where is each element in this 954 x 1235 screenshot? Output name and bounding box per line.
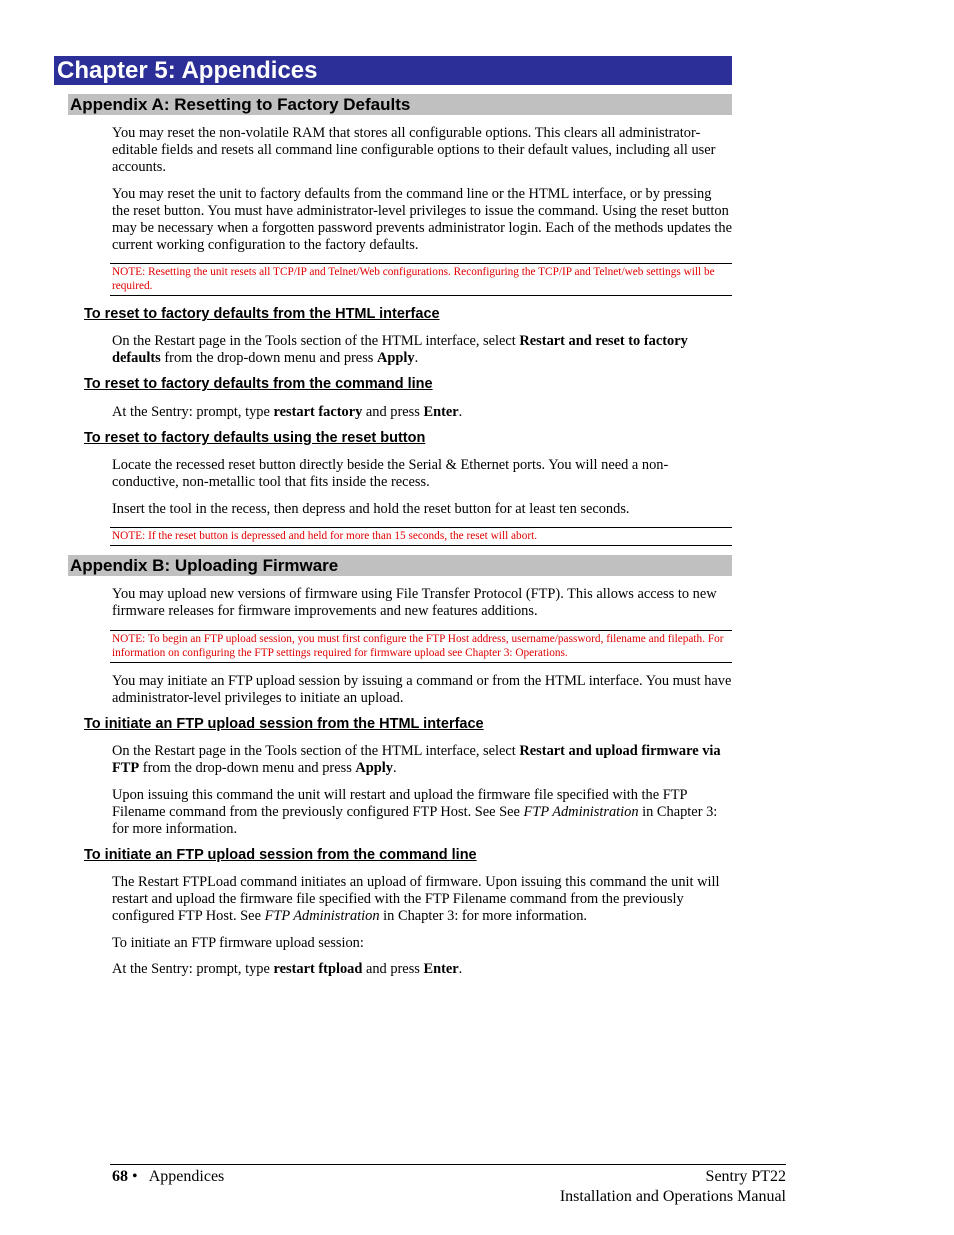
reset-cmd-paragraph: At the Sentry: prompt, type restart factory and press Enter. [112, 404, 463, 420]
ftp-html-paragraph-1: On the Restart page in the Tools section of the HTML interface, select Restart and upload firmware via FTP from the drop-down menu and press Apply. [112, 743, 721, 776]
footer-left [112, 1167, 224, 1187]
ftp-html-heading: To initiate an FTP upload session from the HTML interface [84, 716, 484, 732]
menu-option-restart-upload: Restart and upload firmware via FTP [112, 743, 721, 776]
reset-html-paragraph: On the Restart page in the Tools section of the HTML interface, select Restart and reset to factory defaults from the drop-down menu and press Apply. [112, 333, 688, 366]
appendix-b-note-ftp: NOTE: To begin an FTP upload session, you must first configure the FTP Host address, username/password, filename and filepath. For information on configuring the FTP settings required for firmware upload see Chapter 3: Operations. [110, 630, 732, 663]
reset-html-heading: To reset to factory defaults from the HTML interface [84, 306, 440, 322]
apply-label: Apply [377, 350, 415, 366]
enter-key-label: Enter [423, 404, 459, 420]
footer-section: Appendices [148, 1168, 225, 1185]
reset-button-paragraph-1: Locate the recessed reset button directly beside the Serial & Ethernet ports. You will need a non-conductive, non-metallic tool that fits inside the recess. [112, 457, 669, 490]
reset-button-paragraph-2: Insert the tool in the recess, then depress and hold the reset button for at least ten seconds. [112, 501, 630, 517]
command-restart-factory: restart factory [273, 404, 363, 420]
reset-cmd-heading: To reset to factory defaults from the command line [84, 376, 433, 392]
footer-right [560, 1167, 786, 1207]
appendix-a-heading: Appendix A: Resetting to Factory Defaults [68, 94, 732, 115]
appendix-b-paragraph-1: You may upload new versions of firmware using File Transfer Protocol (FTP). This allows access to new firmware releases for firmware improvements and new features additions. [112, 586, 717, 619]
ftp-administration-reference: FTP Administration [523, 804, 639, 820]
page-number: 68 [112, 1168, 128, 1185]
reset-button-heading: To reset to factory defaults using the reset button [84, 430, 426, 446]
chapter-title: Chapter 5: Appendices [54, 56, 732, 85]
appendix-a-paragraph-2: You may reset the unit to factory defaults from the command line or the HTML interface, or by pressing the reset button. You must have administrator-level privileges to issue the command. Using the reset button may be necessary when a forgotten password prevents administrator login. Each of the methods updates the current working configuration to the factory defaults. [112, 186, 732, 253]
command-restart-ftpload: restart ftpload [273, 961, 363, 977]
ftp-cmd-paragraph-3: At the Sentry: prompt, type restart ftpload and press Enter. [112, 961, 463, 977]
appendix-a-paragraph-1: You may reset the non-volatile RAM that stores all configurable options. This clears all administrator-editable fields and resets all command line configurable options to their default values, including all user accounts. [112, 125, 716, 175]
appendix-a-note-tcpip: NOTE: Resetting the unit resets all TCP/IP and Telnet/Web configurations. Reconfiguring the TCP/IP and Telnet/web settings will be required. [110, 263, 732, 296]
ftp-cmd-heading: To initiate an FTP upload session from the command line [84, 847, 477, 863]
appendix-b-heading: Appendix B: Uploading Firmware [68, 555, 732, 576]
apply-label: Apply [355, 760, 393, 776]
enter-key-label: Enter [423, 961, 459, 977]
appendix-b-paragraph-2: You may initiate an FTP upload session by issuing a command or from the HTML interface. You must have administrator-level privileges to initiate an upload. [112, 673, 732, 706]
ftp-cmd-paragraph-2: To initiate an FTP firmware upload session: [112, 935, 364, 951]
appendix-a-note-abort: NOTE: If the reset button is depressed and held for more than 15 seconds, the reset will abort. [110, 527, 732, 546]
menu-option-restart-reset: Restart and reset to factory defaults [112, 333, 688, 366]
footer-rule [110, 1164, 786, 1165]
footer-manual: Installation and Operations Manual [559, 1188, 786, 1205]
footer-product: Sentry PT22 [705, 1168, 786, 1185]
footer-bullet: • [132, 1168, 138, 1185]
ftp-administration-reference: FTP Administration [264, 908, 380, 924]
ftp-cmd-paragraph-1: The Restart FTPLoad command initiates an upload of firmware. Upon issuing this command the unit will restart and upload the firmware file specified with the FTP Filename command from the previously configured FTP Host. See FTP Administration in Chapter 3: for more information. [112, 874, 720, 924]
ftp-html-paragraph-2: Upon issuing this command the unit will restart and upload the firmware file specified with the FTP Filename command from the previously configured FTP Host. See See FTP Administration in Chapter 3: for more information. [112, 787, 718, 837]
